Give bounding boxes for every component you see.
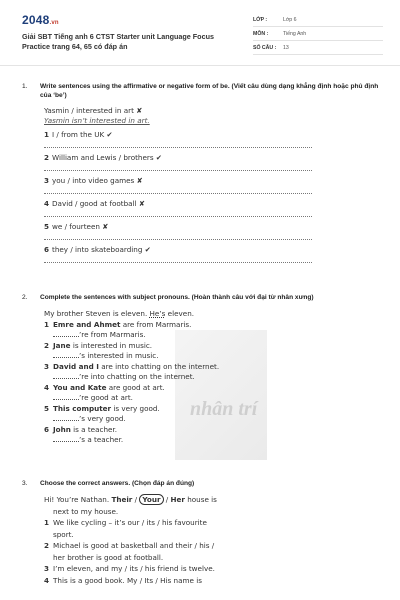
exercise-number: 3. — [22, 480, 28, 487]
meta-key: MÔN : — [253, 30, 269, 37]
item-subject: You and Kate — [53, 382, 107, 392]
item-sentence: are good at art. — [106, 382, 165, 392]
item-number: 4 — [44, 575, 50, 585]
answer-line[interactable] — [44, 262, 312, 263]
example-text: Hi! You’re Nathan. — [44, 495, 112, 504]
item-number: 1 — [44, 518, 50, 527]
item-number: 3 — [44, 564, 50, 573]
list-item — [44, 341, 274, 352]
exercise-1-heading — [22, 82, 380, 100]
answer-blank[interactable] — [53, 331, 79, 337]
example-prompt: Yasmin / interested in art — [44, 106, 134, 115]
item-subject: Emre and Ahmet — [53, 319, 121, 329]
document-header — [0, 0, 400, 66]
answer-blank[interactable] — [53, 352, 79, 358]
exercise-3 — [22, 479, 380, 586]
answer-line[interactable] — [44, 216, 312, 217]
item-sentence: are from Marmaris. — [120, 319, 192, 329]
list-item — [44, 517, 254, 529]
logo-text: 2048 — [22, 13, 50, 27]
option-your-selected[interactable]: Your — [139, 494, 163, 505]
exercise-3-heading — [22, 479, 380, 488]
answer-rest: ’s interested in music. — [79, 351, 159, 360]
item-subject: John — [53, 424, 71, 434]
answer-blank[interactable] — [53, 415, 79, 421]
watermark-logo: nhân trí — [190, 398, 258, 420]
list-item — [44, 425, 274, 436]
meta-table — [253, 13, 383, 55]
exercise-2-heading — [22, 293, 380, 302]
list-item — [44, 320, 274, 331]
cross-mark-icon: ✘ — [102, 221, 109, 231]
item-number: 3 — [44, 361, 50, 371]
exercise-3-body — [44, 494, 254, 586]
item-prompt: I / from the UK — [52, 129, 105, 139]
example-line — [44, 309, 274, 320]
item-text[interactable]: We like cycling – it’s our / its / his favourite — [53, 518, 207, 527]
option-her[interactable]: Her — [170, 495, 185, 504]
list-item — [44, 130, 312, 139]
item-number: 6 — [44, 244, 50, 254]
option-their[interactable]: Their — [111, 495, 133, 504]
item-subject: Jane — [53, 340, 71, 350]
answer-line[interactable] — [44, 193, 312, 194]
example-answer: Yasmin isn’t interested in art. — [44, 115, 150, 125]
option-separator: / — [163, 495, 171, 504]
example-line — [44, 107, 312, 116]
list-item — [44, 540, 254, 552]
exercise-instruction: Choose the correct answers. (Chọn đáp án đúng) — [40, 480, 195, 487]
logo-suffix: .vn — [49, 20, 59, 26]
example-sentence-end: eleven. — [165, 309, 195, 318]
item-prompt: you / into video games — [52, 175, 135, 185]
item-number: 4 — [44, 198, 50, 208]
answer-line[interactable] — [44, 239, 312, 240]
exercise-2 — [22, 293, 380, 446]
example-line-continued: next to my house. — [53, 506, 119, 516]
check-mark-icon: ✔ — [106, 129, 113, 139]
item-prompt: David / good at football — [52, 198, 137, 208]
item-number: 3 — [44, 175, 50, 185]
cross-mark-icon: ✘ — [138, 198, 145, 208]
answer-blank[interactable] — [53, 373, 79, 379]
example-sentence: My brother Steven is eleven. — [44, 309, 150, 318]
exercise-1-body — [44, 107, 312, 263]
answer-line[interactable] — [44, 170, 312, 171]
meta-row-class — [253, 13, 383, 27]
list-item — [44, 199, 312, 208]
meta-value: 13 — [283, 44, 289, 51]
list-item — [44, 563, 254, 575]
answer-line — [44, 330, 274, 341]
item-number: 6 — [44, 424, 50, 434]
item-number: 1 — [44, 319, 50, 329]
answer-rest: ’re good at art. — [79, 393, 133, 402]
answer-rest: ’s very good. — [79, 414, 126, 423]
cross-mark-icon: ✘ — [136, 175, 143, 185]
list-item — [44, 383, 274, 394]
example-answer: He’s — [149, 309, 166, 318]
list-item — [44, 222, 312, 231]
example-line — [44, 494, 254, 506]
item-number: 1 — [44, 129, 50, 139]
item-sentence: is very good. — [111, 403, 160, 413]
answer-line — [44, 372, 274, 383]
list-item — [44, 404, 274, 415]
item-sentence: is a teacher. — [70, 424, 118, 434]
list-item — [44, 176, 312, 185]
meta-key: LỚP : — [253, 16, 268, 23]
answer-rest: ’re from Marmaris. — [79, 330, 146, 339]
item-prompt: we / fourteen — [52, 221, 100, 231]
list-item — [44, 362, 274, 373]
item-number: 2 — [44, 340, 50, 350]
meta-row-subject — [253, 27, 383, 41]
exercise-instruction: Complete the sentences with subject pronouns. (Hoàn thành câu với đại từ nhân xưng) — [40, 294, 314, 301]
check-mark-icon: ✔ — [155, 152, 162, 162]
item-subject: David and I — [53, 361, 99, 371]
exercise-2-body — [44, 309, 274, 446]
item-sentence: is interested in music. — [70, 340, 153, 350]
item-text[interactable]: This is a good book. My / Its / His name is — [53, 575, 202, 585]
item-prompt: they / into skateboarding — [52, 244, 143, 254]
item-text[interactable]: Michael is good at basketball and their / his / — [53, 541, 215, 550]
list-item — [44, 245, 312, 254]
item-sentence: are into chatting on the internet. — [98, 361, 220, 371]
meta-value: Tiếng Anh — [283, 30, 307, 37]
answer-line — [44, 414, 274, 425]
item-subject: This computer — [53, 403, 112, 413]
item-text-continued: her brother is good at football. — [53, 552, 164, 562]
item-text[interactable]: I’m eleven, and my / its / his friend is twelve. — [53, 564, 215, 573]
option-separator: / — [132, 495, 140, 504]
site-logo[interactable] — [22, 13, 59, 27]
answer-rest: ’re into chatting on the internet. — [79, 372, 195, 381]
list-item — [44, 575, 254, 587]
meta-row-count — [253, 41, 383, 55]
item-number: 5 — [44, 403, 50, 413]
item-number: 5 — [44, 221, 50, 231]
meta-value: Lớp 6 — [283, 16, 297, 23]
answer-line — [44, 393, 274, 404]
item-number: 4 — [44, 382, 50, 392]
answer-line[interactable] — [44, 147, 312, 148]
page-title: Giải SBT Tiếng anh 6 CTST Starter unit Language Focus Practice trang 64, 65 có đáp án — [22, 32, 214, 51]
item-prompt: William and Lewis / brothers — [52, 152, 154, 162]
example-text-end: house is — [184, 495, 217, 504]
answer-rest: ’s a teacher. — [79, 435, 124, 444]
item-text-continued: sport. — [53, 529, 74, 539]
meta-key: SỐ CÂU : — [253, 44, 277, 51]
cross-mark-icon: ✘ — [136, 106, 143, 115]
answer-blank[interactable] — [53, 394, 79, 400]
exercise-number: 1. — [22, 83, 28, 90]
item-number: 2 — [44, 541, 50, 550]
answer-line — [44, 435, 274, 446]
list-item — [44, 153, 312, 162]
exercise-1 — [22, 82, 380, 263]
item-number: 2 — [44, 152, 50, 162]
answer-blank[interactable] — [53, 436, 79, 442]
exercise-number: 2. — [22, 294, 28, 301]
exercise-instruction: Write sentences using the affirmative or negative form of be. (Viết câu dùng dạng khẳng định hoặc phủ định của ‘be’) — [40, 83, 379, 99]
answer-line — [44, 351, 274, 362]
check-mark-icon: ✔ — [144, 244, 151, 254]
